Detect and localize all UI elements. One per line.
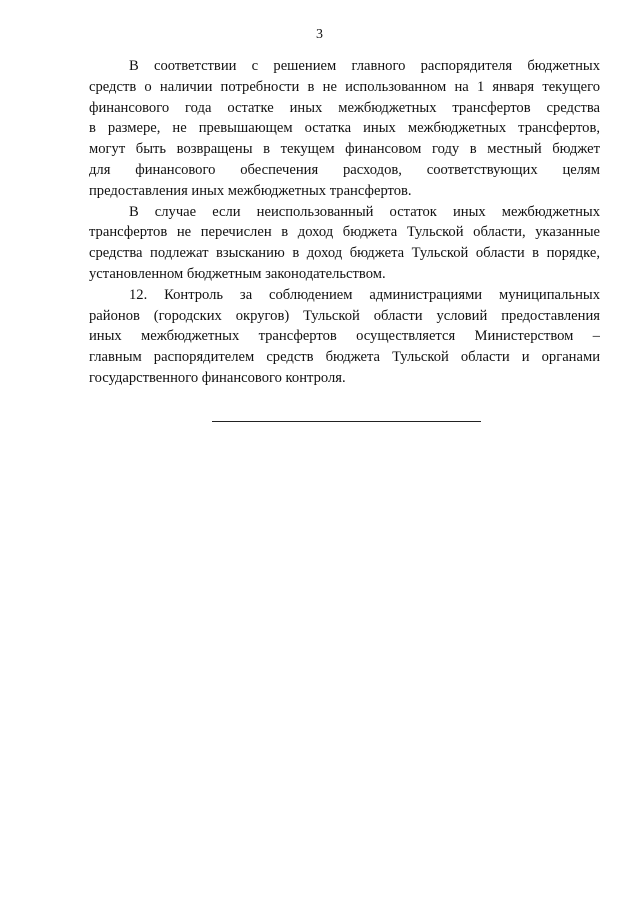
text-line: В соответствии с решением главного распорядителя бюджетных [129, 58, 600, 74]
text-line: средства подлежат взысканию в доход бюджета Тульской области в порядке, [89, 245, 600, 262]
text-line: 12. Контроль за соблюдением администрациями муниципальных [129, 286, 600, 303]
text-line: финансового года остатке иных межбюджетных трансфертов средства [89, 99, 600, 116]
paragraph-recovery-of-funds [89, 202, 600, 285]
paragraph-12-control [89, 285, 600, 389]
text-line: государственного финансового контроля. [89, 369, 346, 386]
text-line: иных межбюджетных трансфертов осуществляется Министерством – [89, 328, 600, 345]
text-line: главным распорядителем средств бюджета Тульской области и органами [89, 349, 600, 366]
page-number: 3 [316, 27, 323, 42]
text-line: установленном бюджетным законодательством. [89, 265, 386, 282]
text-line: В случае если неиспользованный остаток иных межбюджетных [129, 203, 600, 220]
text-line: для финансового обеспечения расходов, соответствующих целям [89, 161, 600, 178]
text-line: предоставления иных межбюджетных трансфертов. [89, 182, 412, 199]
text-line: могут быть возвращены в текущем финансовом году в местный бюджет [89, 141, 600, 158]
text-line: трансфертов не перечислен в доход бюджета Тульской области, указанные [89, 224, 600, 241]
text-line: районов (городских округов) Тульской области условий предоставления [89, 307, 600, 324]
text-line: в размере, не превышающем остатка иных межбюджетных трансфертов, [89, 120, 600, 137]
document-body [89, 56, 600, 389]
end-of-document-rule [212, 421, 481, 422]
paragraph-return-of-funds [89, 56, 600, 202]
text-line: средств о наличии потребности в не использованном на 1 января текущего [89, 78, 600, 95]
